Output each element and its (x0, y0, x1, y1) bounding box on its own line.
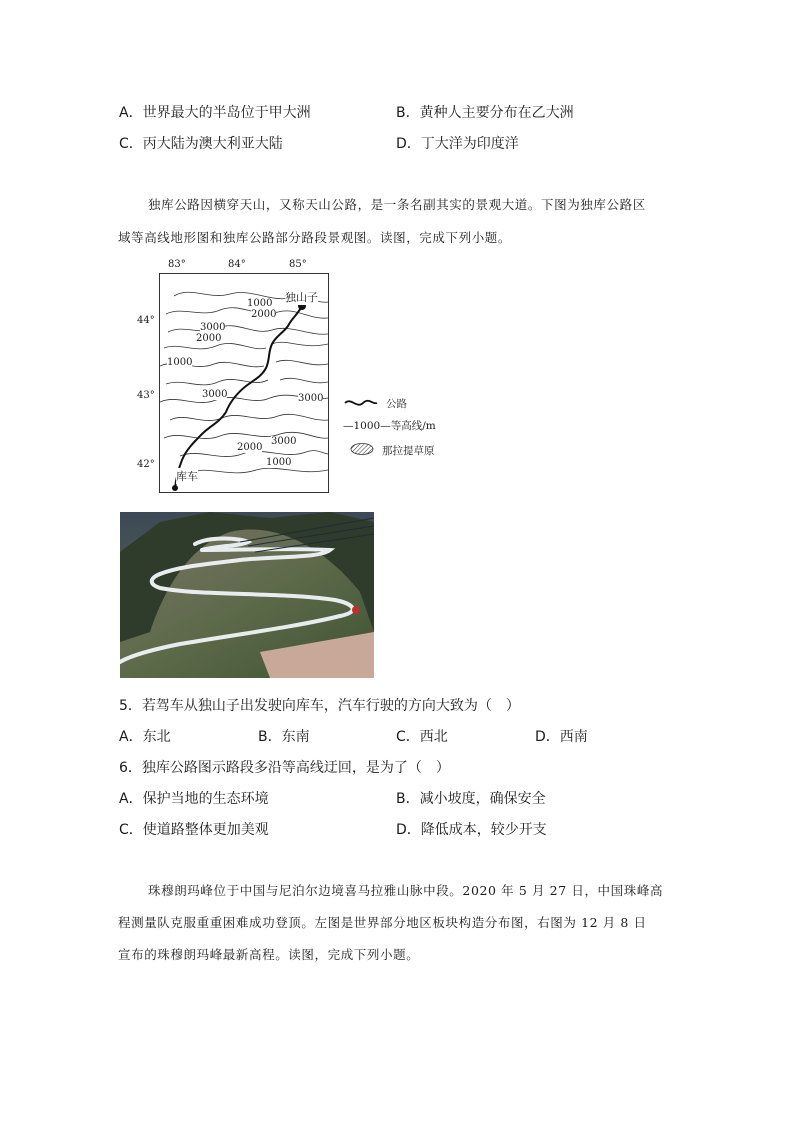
lat-tick: 43° (137, 390, 155, 401)
option-c: C．丙大陆为澳大利亚大陆 (119, 136, 283, 152)
q6-option-d: D．降低成本，较少开支 (396, 822, 547, 838)
option-a: A．世界最大的半岛位于甲大洲 (119, 105, 311, 121)
contour-label: 3000 (200, 322, 226, 333)
lon-tick: 83° (168, 259, 186, 270)
intro-paragraph-line: 宣布的珠穆朗玛峰最新高程。读图，完成下列小题。 (118, 947, 420, 962)
q5-option-a: A．东北 (119, 729, 171, 745)
question-6-stem: 6．独库公路图示路段多沿等高线迂回，是为了（ ） (119, 760, 450, 776)
lat-tick: 42° (137, 459, 155, 470)
legend-road-label: 公路 (386, 398, 407, 410)
legend-grassland-label: 那拉提草原 (382, 445, 435, 457)
contour-label: 2000 (251, 309, 277, 320)
road-landscape-photo (120, 512, 374, 678)
contour-label: 1000 (266, 457, 292, 468)
intro-paragraph-line: 独库公路因横穿天山，又称天山公路，是一条名副其实的景观大道。下图为独库公路区 (148, 197, 646, 212)
lon-tick: 85° (289, 259, 307, 270)
contour-map-graphic (160, 274, 328, 492)
legend-contour-label: —1000—等高线/m (343, 420, 436, 432)
lon-tick: 84° (228, 259, 246, 270)
contour-label: 1000 (167, 357, 193, 368)
intro-paragraph-line: 珠穆朗玛峰位于中国与尼泊尔边境喜马拉雅山脉中段。2020 年 5 月 27 日，中国珠峰高 (148, 883, 664, 898)
intro-paragraph-line: 域等高线地形图和独库公路部分路段景观图。读图，完成下列小题。 (118, 230, 512, 245)
contour-label: 1000 (247, 298, 273, 309)
lat-tick: 44° (137, 315, 155, 326)
contour-map (159, 273, 329, 493)
contour-label: 3000 (298, 393, 324, 404)
q5-option-c: C．西北 (396, 729, 448, 745)
place-label-dushanzi: 独山子 (285, 291, 318, 304)
contour-label: 3000 (271, 436, 297, 447)
q6-option-a: A．保护当地的生态环境 (119, 791, 269, 807)
intro-paragraph-line: 程测量队克服重重困难成功登顶。左图是世界部分地区板块构造分布图，右图为 12 月 8 日 (118, 915, 647, 930)
contour-label: 3000 (202, 389, 228, 400)
q5-option-d: D．西南 (535, 729, 588, 745)
question-5-stem: 5．若驾车从独山子出发驶向库车，汽车行驶的方向大致为（ ） (119, 698, 520, 714)
contour-label: 2000 (196, 333, 222, 344)
option-d: D．丁大洋为印度洋 (396, 136, 519, 152)
q6-option-b: B．减小坡度，确保安全 (396, 791, 546, 807)
place-label-kuqa: 库车 (176, 470, 198, 483)
q5-option-b: B．东南 (258, 729, 310, 745)
grassland-legend-symbol (349, 442, 375, 456)
road-legend-symbol (343, 397, 379, 409)
option-b: B．黄种人主要分布在乙大洲 (396, 105, 574, 121)
q6-option-c: C．使道路整体更加美观 (119, 822, 269, 838)
contour-label: 2000 (237, 442, 263, 453)
